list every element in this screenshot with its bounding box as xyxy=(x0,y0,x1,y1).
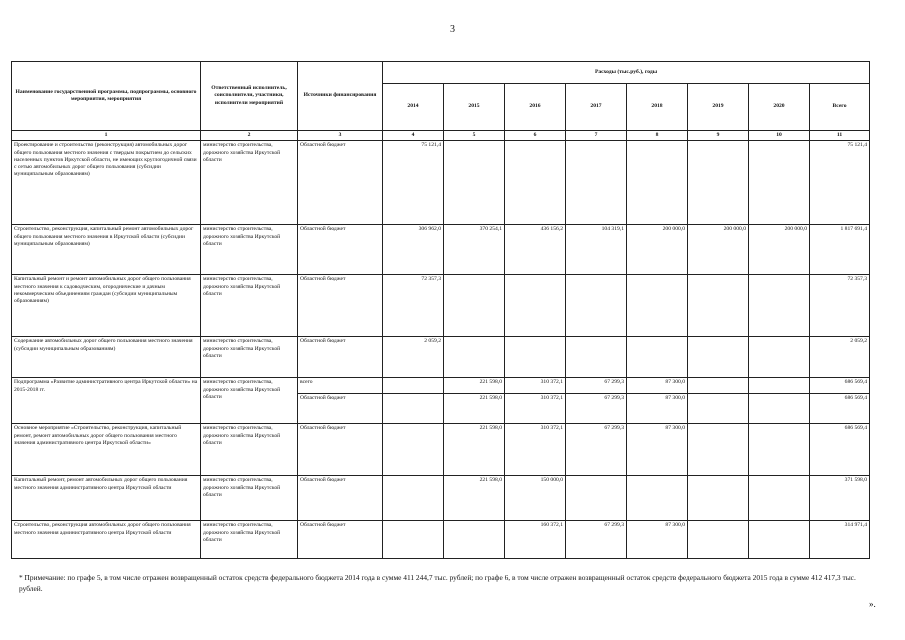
row-value xyxy=(749,521,810,559)
table-row xyxy=(12,476,870,521)
header-year: 2019 xyxy=(688,84,749,131)
header-year: 2015 xyxy=(444,84,505,131)
row-responsible: министерство строительства, дорожного хозяйства Иркутской области xyxy=(201,521,298,559)
row-value xyxy=(566,476,627,521)
row-value xyxy=(688,424,749,476)
row-value xyxy=(444,521,505,559)
closing-mark: ». xyxy=(869,599,876,609)
row-value xyxy=(688,521,749,559)
row-responsible: министерство строительства, дорожного хозяйства Иркутской области xyxy=(201,424,298,476)
row-responsible: министерство строительства, дорожного хозяйства Иркутской области xyxy=(201,141,298,225)
header-year: 2020 xyxy=(749,84,810,131)
column-number: 10 xyxy=(749,131,810,141)
row-value xyxy=(749,141,810,225)
row-value xyxy=(627,141,688,225)
row-value xyxy=(688,141,749,225)
row-name: Строительство, реконструкция автомобильных дорог общего пользования местного значения административного центра Иркутской области xyxy=(12,521,201,559)
row-value: 150 000,0 xyxy=(505,476,566,521)
header-source: Источники финансирования xyxy=(298,62,383,131)
row-value: 1 817 691,4 xyxy=(810,225,870,275)
row-value: 221 598,0 xyxy=(444,378,505,394)
header-year: Всего xyxy=(810,84,870,131)
row-value: 310 372,1 xyxy=(505,394,566,424)
row-value: 200 000,0 xyxy=(749,225,810,275)
column-number: 8 xyxy=(627,131,688,141)
row-value xyxy=(566,275,627,337)
row-value: 75 121,4 xyxy=(810,141,870,225)
row-source: Областной бюджет xyxy=(298,476,383,521)
header-year: 2017 xyxy=(566,84,627,131)
column-number: 1 xyxy=(12,131,201,141)
row-value xyxy=(383,424,444,476)
row-value xyxy=(627,337,688,378)
row-value: 200 000,0 xyxy=(688,225,749,275)
row-value: 686 569,4 xyxy=(810,424,870,476)
row-value: 686 569,4 xyxy=(810,378,870,394)
header-responsible: Ответственный исполнитель, соисполнители, участники, исполнители мероприятий xyxy=(201,62,298,131)
table-row xyxy=(12,378,870,394)
row-value xyxy=(505,141,566,225)
row-value: 75 121,4 xyxy=(383,141,444,225)
row-name: Основное мероприятие «Строительство, реконструкция, капитальный ремонт, ремонт автомобильных дорог общего пользования местного значения административного центра Иркутской области» xyxy=(12,424,201,476)
row-value: 72 357,3 xyxy=(810,275,870,337)
row-value: 67 299,3 xyxy=(566,394,627,424)
row-value xyxy=(749,476,810,521)
row-responsible: министерство строительства, дорожного хозяйства Иркутской области xyxy=(201,337,298,378)
page-number: 3 xyxy=(450,24,455,35)
header-year: 2016 xyxy=(505,84,566,131)
column-number: 5 xyxy=(444,131,505,141)
row-name: Проектирование и строительство (реконструкция) автомобильных дорог общего пользования местного значения с твердым покрытием до сельских населенных пунктов Иркутской области, не имеющих круглогодичной связи с сетью автомобильных дорог общего пользования (субсидии муниципальным образованиям) xyxy=(12,141,201,225)
row-value: 87 300,0 xyxy=(627,424,688,476)
budget-table xyxy=(11,61,870,559)
row-value: 371 598,0 xyxy=(810,476,870,521)
row-value xyxy=(383,521,444,559)
row-value xyxy=(505,337,566,378)
row-value xyxy=(688,275,749,337)
row-name: Капитальный ремонт, ремонт автомобильных дорог общего пользования местного значения административного центра Иркутской области xyxy=(12,476,201,521)
row-value xyxy=(444,275,505,337)
row-source: Областной бюджет xyxy=(298,394,383,424)
row-value xyxy=(749,424,810,476)
row-value: 67 299,3 xyxy=(566,521,627,559)
row-value: 104 319,1 xyxy=(566,225,627,275)
row-value xyxy=(688,394,749,424)
table-row xyxy=(12,424,870,476)
header-name: Наименование государственной программы, подпрограммы, основного мероприятия, мероприятия xyxy=(12,62,201,131)
column-number: 3 xyxy=(298,131,383,141)
row-value xyxy=(444,337,505,378)
row-value: 221 598,0 xyxy=(444,424,505,476)
row-name: Строительство, реконструкция, капитальный ремонт автомобильных дорог общего пользования местного значения в Иркутской области (субсидии муниципальным образованиям) xyxy=(12,225,201,275)
row-value xyxy=(566,337,627,378)
column-number: 6 xyxy=(505,131,566,141)
row-source: Областной бюджет xyxy=(298,521,383,559)
row-value xyxy=(688,337,749,378)
row-value xyxy=(505,275,566,337)
row-source: Областной бюджет xyxy=(298,225,383,275)
row-source: Областной бюджет xyxy=(298,337,383,378)
row-value xyxy=(383,476,444,521)
row-value xyxy=(688,476,749,521)
column-number: 9 xyxy=(688,131,749,141)
table-row xyxy=(12,141,870,225)
column-number: 11 xyxy=(810,131,870,141)
row-value: 72 357,3 xyxy=(383,275,444,337)
header-year: 2014 xyxy=(383,84,444,131)
row-value: 310 372,1 xyxy=(505,378,566,394)
row-value xyxy=(749,337,810,378)
row-name: Капитальный ремонт и ремонт автомобильных дорог общего пользования местного значения к садоводческим, огороднические и дачным некоммерческим объединениям граждан (субсидии муниципальным образованиям) xyxy=(12,275,201,337)
row-value xyxy=(749,378,810,394)
row-value xyxy=(383,394,444,424)
row-value: 306 962,0 xyxy=(383,225,444,275)
row-responsible: министерство строительства, дорожного хозяйства Иркутской области xyxy=(201,476,298,521)
row-source: Областной бюджет xyxy=(298,141,383,225)
column-number: 7 xyxy=(566,131,627,141)
row-value xyxy=(627,476,688,521)
row-value: 87 300,0 xyxy=(627,378,688,394)
row-responsible: министерство строительства, дорожного хозяйства Иркутской области xyxy=(201,275,298,337)
row-value: 221 598,0 xyxy=(444,476,505,521)
row-value: 67 299,3 xyxy=(566,424,627,476)
row-value: 160 372,1 xyxy=(505,521,566,559)
row-value: 2 059,2 xyxy=(383,337,444,378)
footnote: * Примечание: по графе 5, в том числе отражен возвращенный остаток средств федерального бюджета 2014 года в сумме 411 244,7 тыс. рублей; по графе 6, в том числе отражен возвращенный остаток средств федерального бюджета 2015 года в сумме 412 417,3 тыс. рублей. xyxy=(19,573,856,593)
row-value xyxy=(566,141,627,225)
row-source: Областной бюджет xyxy=(298,275,383,337)
table-body xyxy=(12,141,870,559)
row-value: 221 598,0 xyxy=(444,394,505,424)
row-value: 370 254,1 xyxy=(444,225,505,275)
row-responsible: министерство строительства, дорожного хозяйства Иркутской области xyxy=(201,378,298,424)
row-source: всего xyxy=(298,378,383,394)
table-row xyxy=(12,337,870,378)
column-numbers-row xyxy=(12,131,870,141)
table-row xyxy=(12,225,870,275)
row-value xyxy=(444,141,505,225)
row-value: 2 059,2 xyxy=(810,337,870,378)
column-number: 2 xyxy=(201,131,298,141)
row-value: 314 971,4 xyxy=(810,521,870,559)
row-source: Областной бюджет xyxy=(298,424,383,476)
table-row xyxy=(12,521,870,559)
header-year: 2018 xyxy=(627,84,688,131)
row-value: 87 300,0 xyxy=(627,394,688,424)
row-value: 436 156,2 xyxy=(505,225,566,275)
row-value: 686 569,4 xyxy=(810,394,870,424)
row-name: Содержание автомобильных дорог общего пользования местного значения (субсидии муниципальным образованиям) xyxy=(12,337,201,378)
row-value: 310 372,1 xyxy=(505,424,566,476)
header-expenses: Расходы (тыс.руб.), годы xyxy=(383,62,870,84)
column-number: 4 xyxy=(383,131,444,141)
row-value: 87 300,0 xyxy=(627,521,688,559)
row-value: 200 000,0 xyxy=(627,225,688,275)
row-responsible: министерство строительства, дорожного хозяйства Иркутской области xyxy=(201,225,298,275)
row-value: 67 299,3 xyxy=(566,378,627,394)
row-value xyxy=(688,378,749,394)
table-row xyxy=(12,275,870,337)
row-value xyxy=(627,275,688,337)
row-value xyxy=(749,394,810,424)
row-value xyxy=(383,378,444,394)
row-name: Подпрограмма «Развитие административного центра Иркутской области» на 2015-2018 гг. xyxy=(12,378,201,424)
row-value xyxy=(749,275,810,337)
